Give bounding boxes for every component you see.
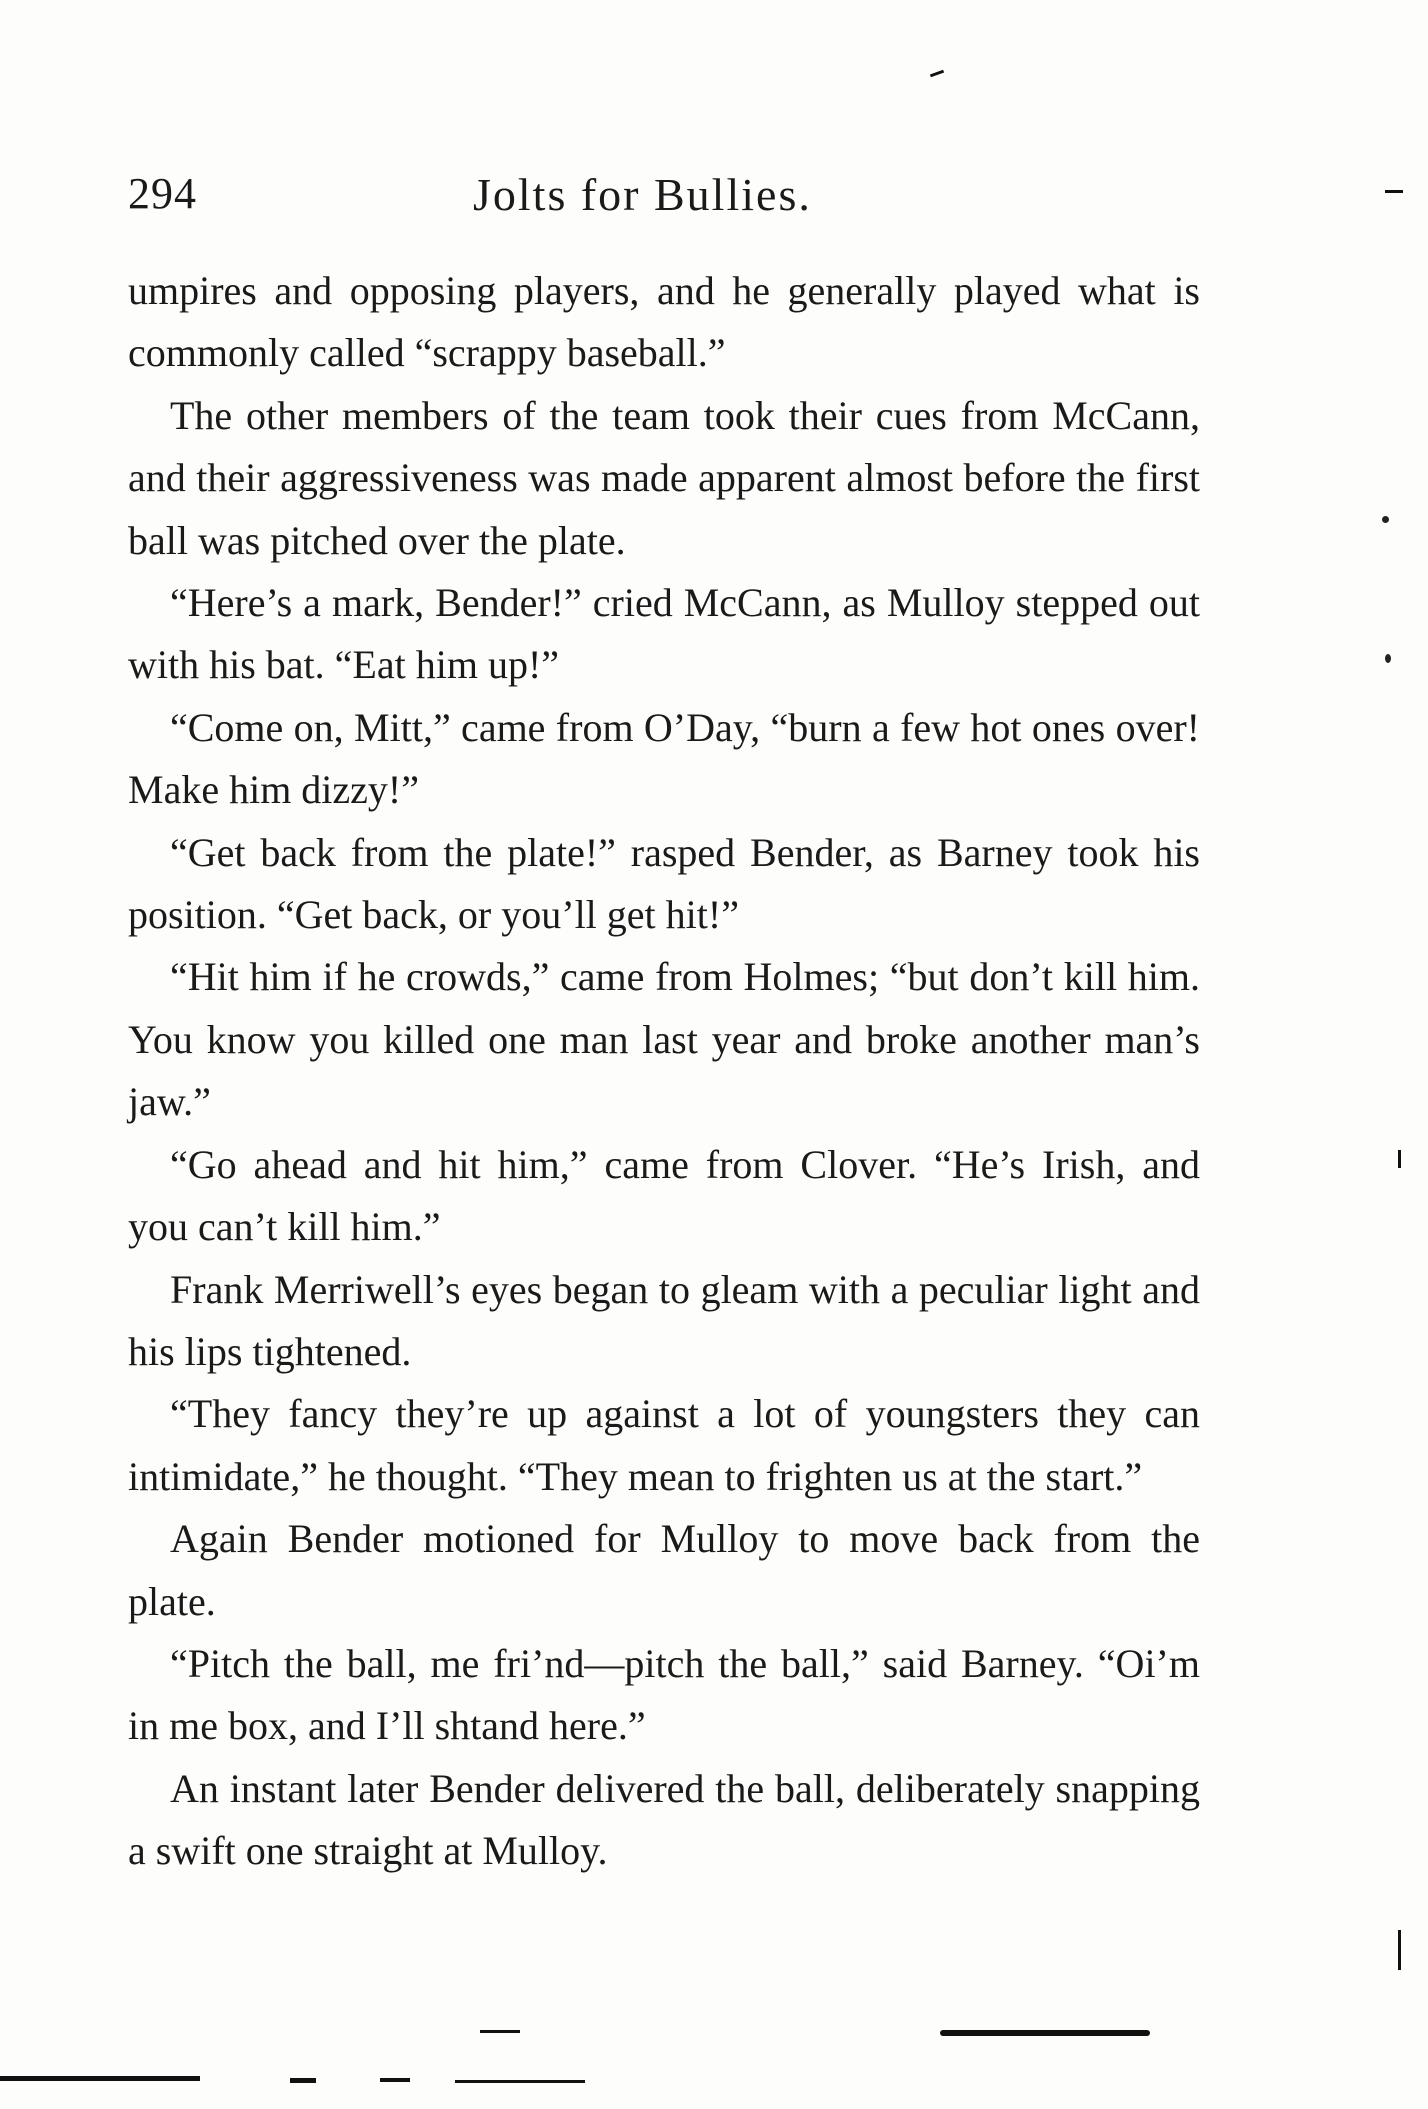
scan-artifact: [455, 2080, 585, 2083]
paragraph: “Get back from the plate!” rasped Bender, as Barney took his position. “Get back, or you’ll get hit!”: [128, 829, 1200, 938]
paragraph: “Pitch the ball, me fri’nd—pitch the ball,” said Barney. “Oi’m in me box, and I’ll shtand here.”: [128, 1640, 1200, 1749]
paragraph: “Go ahead and hit him,” came from Clover. “He’s Irish, and you can’t kill him.”: [128, 1141, 1200, 1250]
paragraph: “Here’s a mark, Bender!” cried McCann, as Mulloy stepped out with his bat. “Eat him up!”: [128, 580, 1200, 688]
scan-artifact: [380, 2078, 410, 2082]
scan-artifact: [1382, 516, 1389, 523]
scan-artifact: [290, 2078, 316, 2083]
paragraph: Frank Merriwell’s eyes began to gleam with a peculiar light and his lips tightened.: [128, 1266, 1200, 1374]
scan-artifact: [1385, 654, 1391, 663]
scan-artifact: [1385, 190, 1403, 193]
scan-artifact: [1398, 1930, 1401, 1970]
scan-artifact: [930, 70, 944, 78]
scan-artifact: [940, 2030, 1150, 2036]
page-header: [128, 168, 1200, 228]
paragraph: “Come on, Mitt,” came from O’Day, “burn a few hot ones over! Make him dizzy!”: [128, 704, 1200, 813]
scan-artifact: [0, 2076, 200, 2081]
body-text: [128, 260, 1200, 1883]
paragraph: “They fancy they’re up against a lot of youngsters they can intimidate,” he thought. “They mean to frighten us at the start.”: [128, 1391, 1200, 1499]
paragraph: The other members of the team took their cues from McCann, and their aggressiveness was made apparent almost before the first ball was pitched over the plate.: [128, 392, 1200, 563]
paragraph: Again Bender motioned for Mulloy to move back from the plate.: [128, 1516, 1200, 1624]
page-number: 294: [128, 169, 197, 218]
scan-artifact: [1398, 1150, 1401, 1168]
paragraph: An instant later Bender delivered the ball, deliberately snapping a swift one straight at Mulloy.: [128, 1765, 1200, 1874]
running-title: Jolts for Bullies.: [473, 169, 812, 220]
paragraph: umpires and opposing players, and he generally played what is commonly called “scrappy baseball.”: [128, 268, 1200, 376]
paragraph: “Hit him if he crowds,” came from Holmes; “but don’t kill him. You know you killed one man last year and broke another man’s jaw.”: [128, 954, 1200, 1125]
scan-artifact: [480, 2030, 520, 2033]
